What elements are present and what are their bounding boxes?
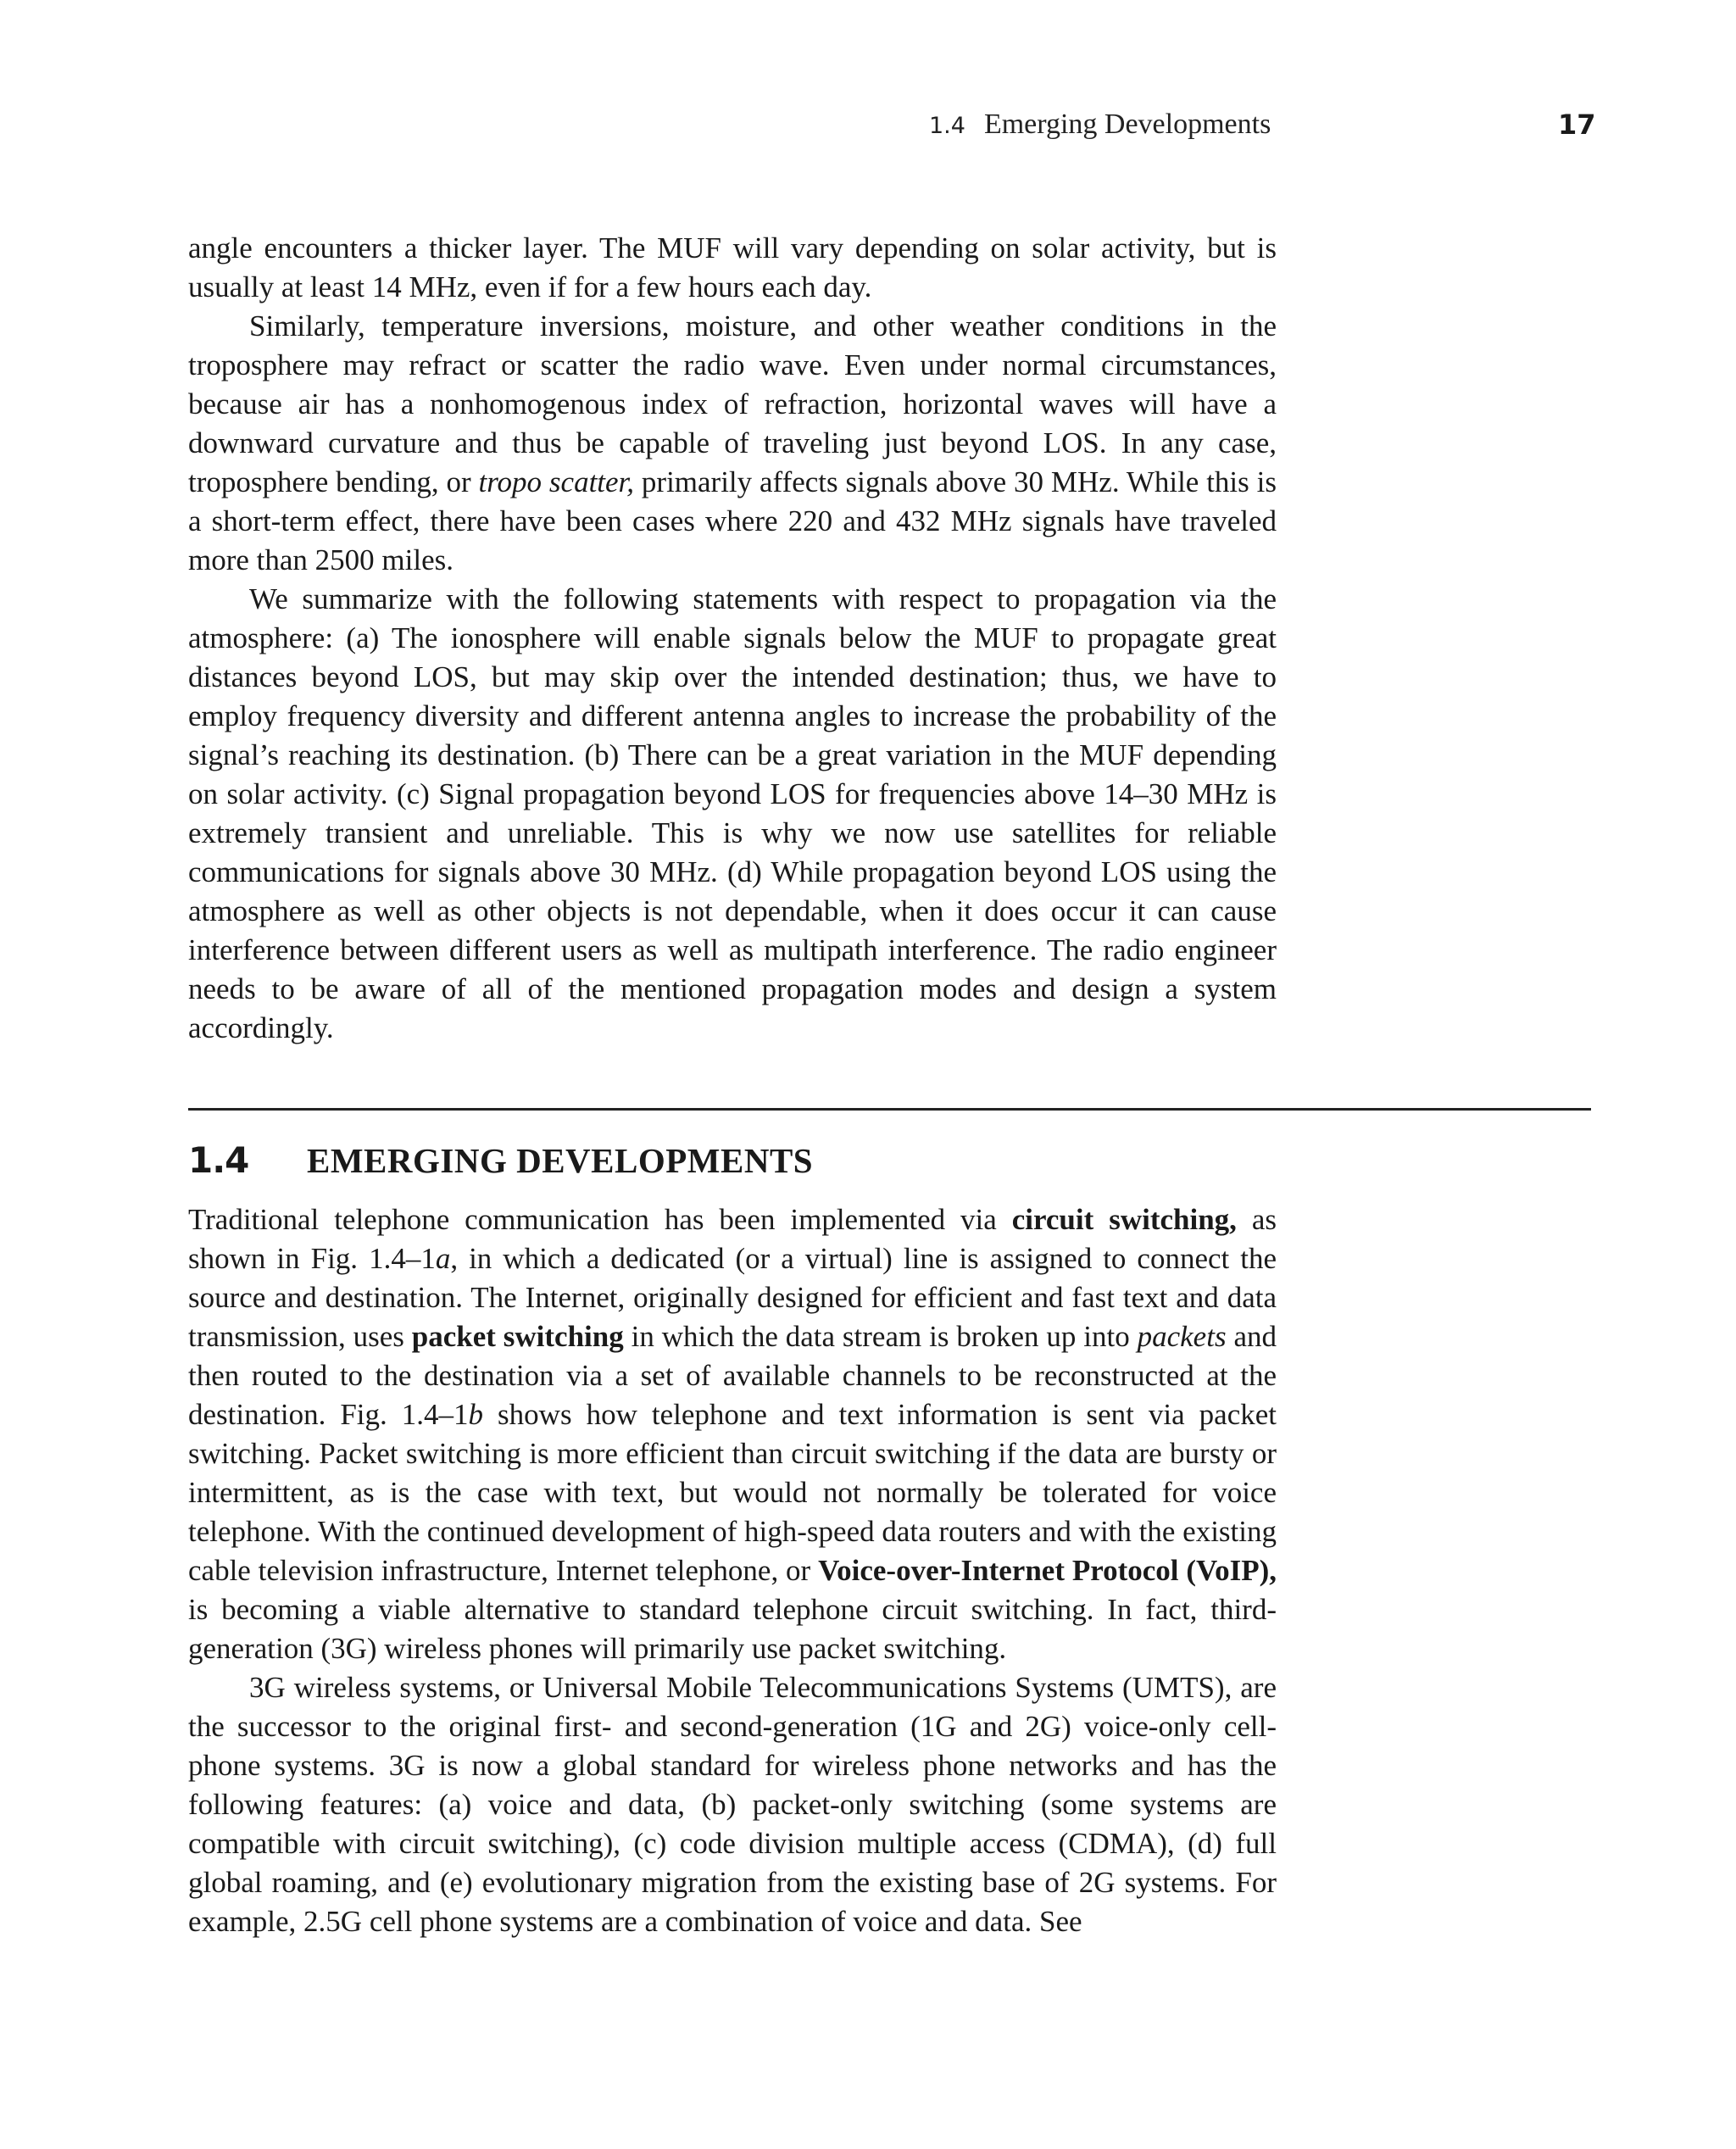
switching-text-2: as shown in Fig. 1.4–1 xyxy=(188,1203,1277,1275)
section-title: EMERGING DEVELOPMENTS xyxy=(307,1141,814,1180)
page-number: 17 xyxy=(1558,109,1596,141)
term-packet-switching: packet switching xyxy=(411,1320,624,1353)
paragraph-switching xyxy=(188,1200,1277,1668)
top-text-block xyxy=(188,229,1277,1048)
switching-text-3: , in which a dedicated (or a virtual) line is assigned to connect the source and destination. The Internet, originally designed for efficient and fast text and data transmission, uses xyxy=(188,1242,1277,1353)
section-body xyxy=(188,1200,1277,1941)
switching-text-6: shows how telephone and text information is sent via packet switching. Packet switching is more efficient than circuit switching if the data are bursty or intermittent, as is the case with text, but would not normally be tolerated for voice telephone. With the continued development of high-speed data routers and with the existing cable television infrastructure, Internet telephone, or xyxy=(188,1398,1277,1587)
switching-text-5: and then routed to the destination via a set of available channels to be reconstructed at the destination. Fig. 1.4–1 xyxy=(188,1320,1277,1431)
section-heading xyxy=(188,1139,813,1181)
term-circuit-switching: circuit switching, xyxy=(1011,1203,1237,1236)
section-number: 1.4 xyxy=(188,1139,249,1181)
running-head-section-number: 1.4 xyxy=(929,113,965,139)
paragraph-muf: angle encounters a thicker layer. The MUF will vary depending on solar activity, but is usually at least 14 MHz, even if for a few hours each day. xyxy=(188,231,1277,303)
section-divider xyxy=(188,1108,1591,1111)
troposphere-text-2: primarily affects signals above 30 MHz. While this is a short-term effect, there have been cases where 220 and 432 MHz signals have traveled more than 2500 miles. xyxy=(188,465,1277,576)
running-head xyxy=(929,109,1271,141)
switching-text-7: is becoming a viable alternative to standard telephone circuit switching. In fact, third-generation (3G) wireless phones will primarily use packet switching. xyxy=(188,1593,1277,1665)
running-head-title: Emerging Developments xyxy=(983,109,1271,140)
switching-text-1: Traditional telephone communication has been implemented via xyxy=(188,1203,1012,1236)
troposphere-text-1: Similarly, temperature inversions, moisture, and other weather conditions in the troposphere may refract or scatter the radio wave. Even under normal circumstances, because air has a nonhomogenous index of refraction, horizontal waves will have a downward curvature and thus be capable of traveling just beyond LOS. In any case, troposphere bending, or xyxy=(188,309,1277,498)
switching-text-4: in which the data stream is broken up into xyxy=(623,1320,1138,1353)
term-packets: packets xyxy=(1137,1320,1227,1353)
term-voip: Voice-over-Internet Protocol (VoIP), xyxy=(818,1554,1277,1587)
paragraph-3g: 3G wireless systems, or Universal Mobile Telecommunications Systems (UMTS), are the successor to the original first- and second-generation (1G and 2G) voice-only cell-phone systems. 3G is now a global standard for wireless phone networks and has the following features: (a) voice and data, (b) packet-only switching (some systems are compatible with circuit switching), (c) code division multiple access (CDMA), (d) full global roaming, and (e) evolutionary migration from the existing base of 2G systems. For example, 2.5G cell phone systems are a combination of voice and data. See xyxy=(188,1671,1277,1938)
fig-ref-b: b xyxy=(468,1398,484,1431)
paragraph-summary: We summarize with the following statements with respect to propagation via the atmosphere: (a) The ionosphere will enable signals below the MUF to propagate great distances beyond LOS, but may skip over the intended destination; thus, we have to employ frequency diversity and different antenna angles to increase the probability of the signal’s reaching its destination. (b) There can be a great variation in the MUF depending on solar activity. (c) Signal propagation beyond LOS for frequencies above 14–30 MHz is extremely transient and unreliable. This is why we now use satellites for reliable communications for signals above 30 MHz. (d) While propagation beyond LOS using the atmosphere as well as other objects is not dependable, when it does occur it can cause interference between different users as well as multipath interference. The radio engineer needs to be aware of all of the mentioned propagation modes and design a system accordingly. xyxy=(188,582,1277,1044)
fig-ref-a: a xyxy=(435,1242,451,1275)
tropo-scatter-term: tropo scatter, xyxy=(478,465,635,498)
paragraph-troposphere xyxy=(188,307,1277,580)
